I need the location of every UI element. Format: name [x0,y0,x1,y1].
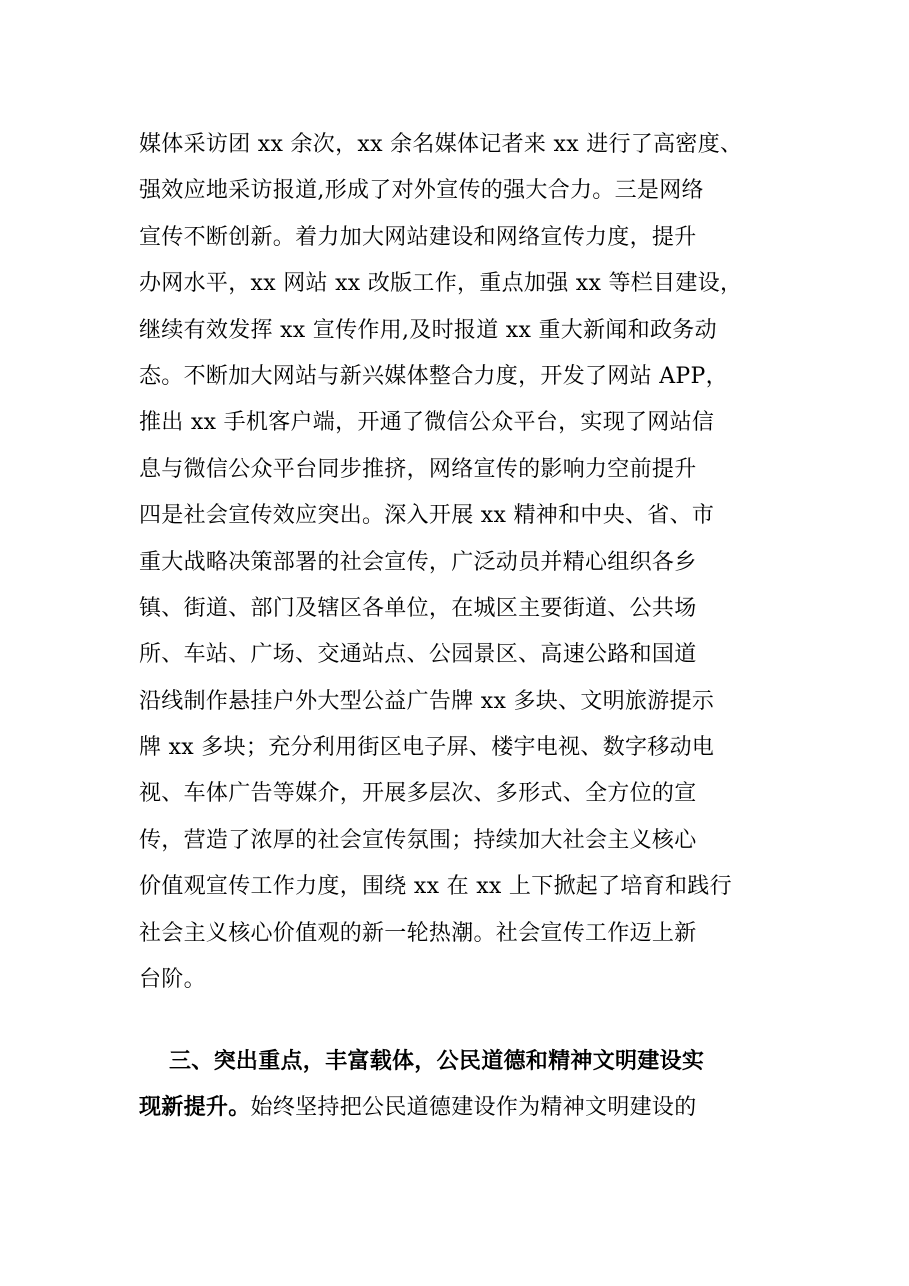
section-paragraph [139,1038,779,1131]
section-heading-continuation [139,1084,779,1130]
text-line: 强效应地采访报道,形成了对外宣传的强大合力。三是网络 [139,178,704,204]
text-line: 镇、街道、部门及辖区各单位，在城区主要街道、公共场 [139,595,697,621]
text-line: 媒体采访团 xx 余次，xx 余名媒体记者来 xx 进行了高密度、 [139,132,743,157]
text-line: 传，营造了浓厚的社会宣传氛围；持续加大社会主义核心 [139,827,697,853]
section-heading: 三、突出重点，丰富载体，公民道德和精神文明建设实 [169,1048,705,1074]
text-line: 息与微信公众平台同步推挤，网络宣传的影响力空前提升 [139,456,697,482]
text-line: 台阶。 [139,967,206,993]
text-line: 宣传不断创新。着力加大网站建设和网络宣传力度，提升 [139,224,697,250]
text-line: 态。不断加大网站与新兴媒体整合力度，开发了网站 APP， [139,363,728,389]
text-line: 所、车站、广场、交通站点、公园景区、高速公路和国道 [139,642,697,668]
section-body-text: 始终坚持把公民道德建设作为精神文明建设的 [250,1095,697,1121]
text-line: 价值观宣传工作力度，围绕 xx 在 xx 上下掀起了培育和践行 [139,874,732,900]
text-line: 重大战略决策部署的社会宣传，广泛动员并精心组织各乡 [139,549,697,575]
text-line: 推出 xx 手机客户端，开通了微信公众平台，实现了网站信 [139,410,715,436]
body-paragraph [139,122,779,1003]
text-line: 牌 xx 多块；充分利用街区电子屏、楼宇电视、数字移动电 [139,735,715,761]
text-line: 沿线制作悬挂户外大型公益广告牌 xx 多块、文明旅游提示 [139,688,715,714]
text-line: 四是社会宣传效应突出。深入开展 xx 精神和中央、省、市 [139,503,715,529]
text-line: 视、车体广告等媒介，开展多层次、多形式、全方位的宣 [139,781,697,807]
section-heading-end: 现新提升。 [139,1094,251,1121]
text-line: 继续有效发挥 xx 宣传作用,及时报道 xx 重大新闻和政务动 [139,317,717,343]
text-line: 社会主义核心价值观的新一轮热潮。社会宣传工作迈上新 [139,920,697,946]
text-line: 办网水平，xx 网站 xx 改版工作，重点加强 xx 等栏目建设， [139,271,743,297]
